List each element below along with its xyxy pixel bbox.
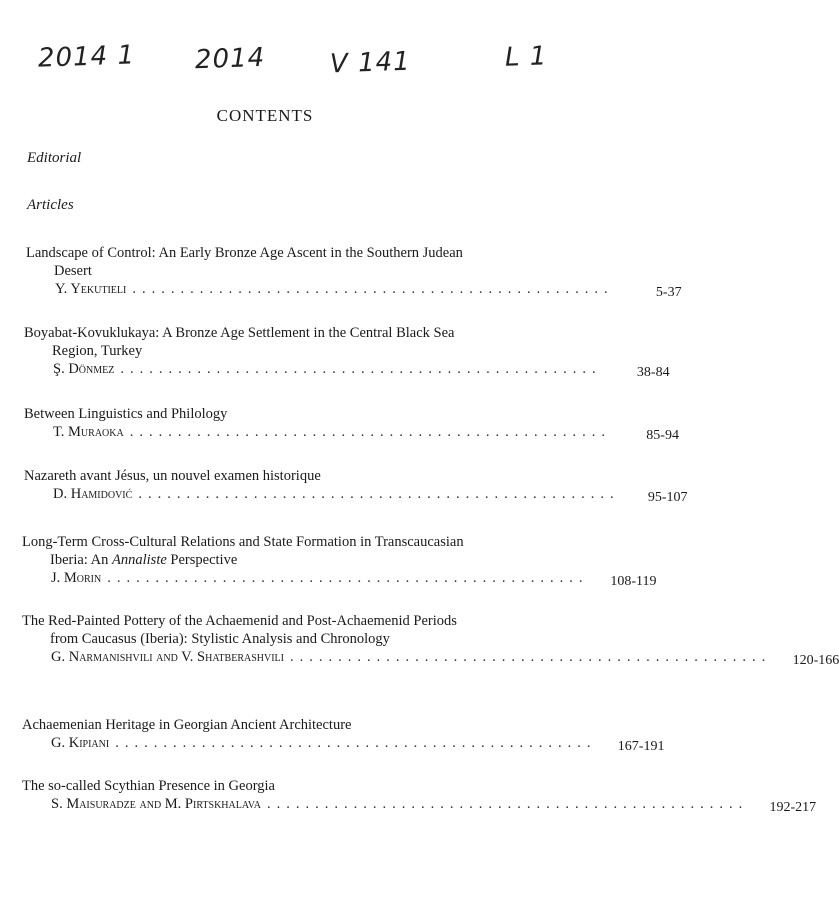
handwritten-note-2: 2014	[194, 42, 266, 76]
toc-entry: The so-called Scythian Presence in Georgia S. Maisuradze and M. Pirtskhalava .................................................. 192-217	[22, 778, 817, 815]
entry-pages: 38-84	[636, 365, 670, 380]
entry-pages: 5-37	[655, 285, 682, 300]
toc-entry: The Red-Painted Pottery of the Achaemenid and Post-Achaemenid Periods from Caucasus (Iberia): Stylistic Analysis and Chronology G. Narmanishvili and V. Shatberashvili .................................................. 120-166	[22, 613, 839, 668]
entry-author: G. Kipiani	[51, 735, 110, 751]
entry-title: Achaemenian Heritage in Georgian Ancient Architecture	[22, 717, 352, 733]
toc-entry: Between Linguistics and Philology T. Muraoka .................................................. 85-94	[24, 406, 679, 443]
entry-pages: 108-119	[610, 574, 657, 589]
entry-pages: 167-191	[617, 739, 665, 754]
entry-author: G. Narmanishvili and V. Shatberashvili	[51, 649, 284, 665]
section-articles: Articles	[27, 197, 74, 213]
entry-author: D. Hamidović	[53, 486, 133, 502]
handwritten-note-4: L 1	[504, 41, 548, 73]
toc-entry: Landscape of Control: An Early Bronze Age Ascent in the Southern Judean Desert Y. Yekutieli .................................................. 5-37	[26, 245, 682, 300]
entry-title: The Red-Painted Pottery of the Achaemenid and Post-Achaemenid Periods from Caucasus (Iberia): Stylistic Analysis and Chronology	[22, 613, 457, 647]
entry-author: Ş. Dönmez	[53, 361, 115, 377]
entry-title: Long-Term Cross-Cultural Relations and State Formation in Transcaucasian Iberia: An Annaliste Perspective	[22, 534, 464, 568]
entry-author: S. Maisuradze and M. Pirtskhalava	[51, 796, 261, 812]
entry-author: Y. Yekutieli	[55, 281, 127, 297]
entry-author: T. Muraoka	[53, 424, 124, 440]
toc-entry: Long-Term Cross-Cultural Relations and State Formation in Transcaucasian Iberia: An Annaliste Perspective J. Morin .................................................. 108-119	[22, 534, 657, 589]
entry-pages: 120-166	[792, 653, 839, 668]
entry-title: Landscape of Control: An Early Bronze Age Ascent in the Southern Judean Desert	[26, 245, 463, 279]
toc-entry: Nazareth avant Jésus, un nouvel examen historique D. Hamidović .................................................. 95-107	[24, 468, 688, 505]
page-title: CONTENTS	[216, 106, 314, 125]
entry-pages: 192-217	[769, 800, 817, 815]
entry-title: Nazareth avant Jésus, un nouvel examen historique	[24, 468, 321, 484]
handwritten-notes	[0, 42, 560, 92]
entry-pages: 95-107	[647, 490, 688, 505]
toc-entry: Boyabat-Kovuklukaya: A Bronze Age Settlement in the Central Black Sea Region, Turkey Ş. Dönmez .................................................. 38-84	[24, 325, 670, 380]
entry-title: Boyabat-Kovuklukaya: A Bronze Age Settlement in the Central Black Sea Region, Turkey	[24, 325, 455, 359]
handwritten-note-1: 2014 1	[37, 40, 136, 74]
entry-title: Between Linguistics and Philology	[24, 406, 228, 422]
handwritten-note-3: V 141	[329, 46, 412, 80]
entry-title: The so-called Scythian Presence in Georgia	[22, 778, 275, 794]
entry-pages: 85-94	[646, 428, 679, 443]
section-editorial: Editorial	[27, 150, 82, 166]
toc-entry: Achaemenian Heritage in Georgian Ancient Architecture G. Kipiani .................................................. 167-191	[22, 717, 665, 754]
entry-author: J. Morin	[51, 570, 102, 586]
